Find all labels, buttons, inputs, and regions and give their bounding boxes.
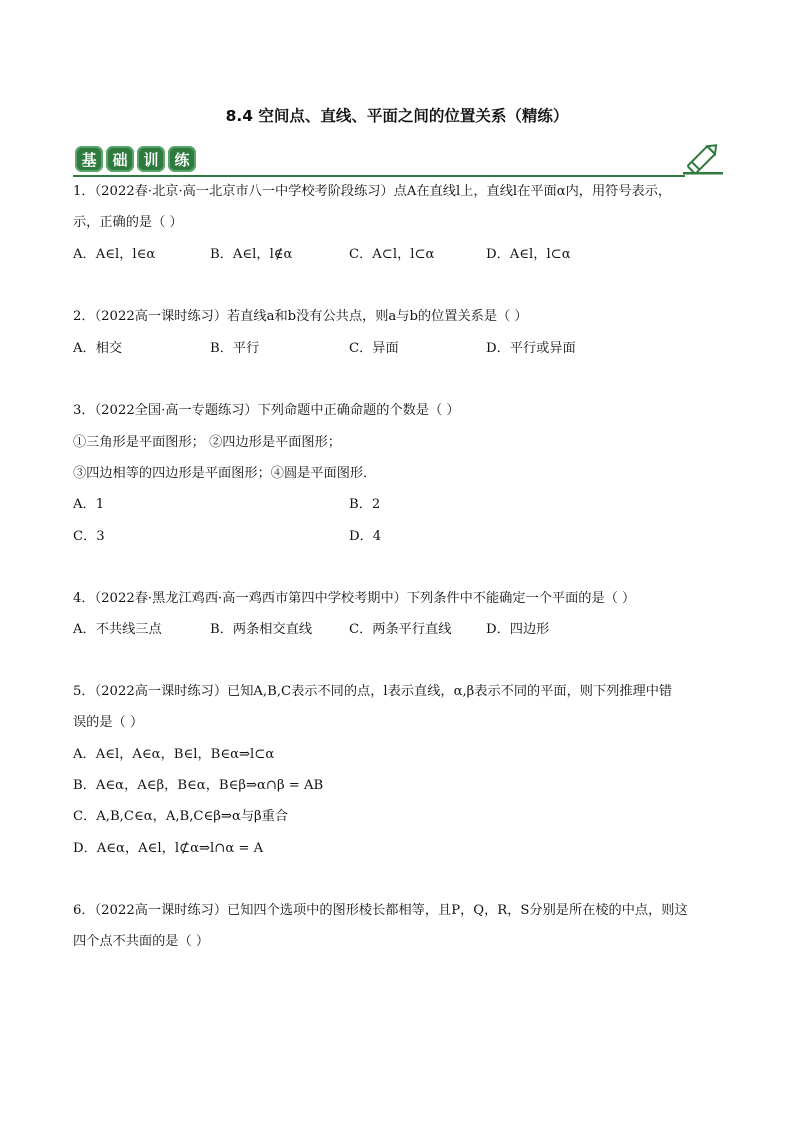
question-text: 四个点不共面的是（ ）: [73, 934, 210, 949]
option-a[interactable]: A．A∈l，l∈α: [73, 247, 156, 262]
option-b[interactable]: B．2: [349, 497, 381, 512]
option-d[interactable]: D．平行或异面: [486, 341, 576, 356]
question-text: ③四边相等的四边形是平面图形；④圆是平面图形．: [73, 466, 377, 481]
banner-line: [73, 175, 685, 178]
question-5-cont: [73, 714, 723, 732]
question-3-statement: [73, 465, 723, 483]
option-c[interactable]: C．A,B,C∈α，A,B,C∈β⇒α与β重合: [73, 809, 289, 824]
option-c[interactable]: C．A⊂l，l⊂α: [349, 247, 435, 262]
question-text: 5．（2022高一课时练习）已知A,B,C表示不同的点，l表示直线，α,β表示不同的平面，则下列推理中错: [73, 684, 673, 699]
question-text: 4．（2022春·黑龙江鸡西·高一鸡西市第四中学校考期中）下列条件中不能确定一个平面的是（ ）: [73, 591, 636, 606]
page-title: 8.4 空间点、直线、平面之间的位置关系（精练）: [225, 107, 569, 125]
question-5: [73, 683, 723, 701]
question-3: [73, 402, 723, 420]
question-text: 3．（2022全国·高一专题练习）下列命题中正确命题的个数是（ ）: [73, 403, 460, 418]
option-a[interactable]: A．不共线三点: [73, 622, 162, 637]
question-text: 示，正确的是（ ）: [73, 215, 183, 230]
question-6: [73, 902, 723, 920]
question-2: [73, 308, 723, 326]
question-4: [73, 590, 723, 608]
option-b[interactable]: B．平行: [210, 341, 260, 356]
question-text: ①三角形是平面图形； ②四边形是平面图形；: [73, 435, 341, 450]
section-badge: 基: [75, 146, 103, 172]
section-badge: 础: [106, 146, 134, 172]
option-d[interactable]: D．四边形: [486, 622, 550, 637]
question-text: 误的是（ ）: [73, 715, 144, 730]
option-b[interactable]: B．两条相交直线: [210, 622, 313, 637]
option-a[interactable]: A．相交: [73, 341, 123, 356]
question-1: [73, 183, 723, 201]
question-6-cont: [73, 933, 723, 951]
option-d[interactable]: D．A∈α，A∈l，l⊄α⇒l∩α = A: [73, 841, 264, 856]
question-text: 6．（2022高一课时练习）已知四个选项中的图形棱长都相等，且P，Q，R，S分别是所在棱的中点，则这: [73, 903, 688, 918]
question-1-cont: [73, 214, 723, 232]
option-c[interactable]: C．两条平行直线: [349, 622, 452, 637]
section-badge: 练: [168, 146, 196, 172]
option-c[interactable]: C．异面: [349, 341, 399, 356]
option-a[interactable]: A．1: [73, 497, 105, 512]
option-a[interactable]: A．A∈l，A∈α，B∈l，B∈α⇒l⊂α: [73, 747, 275, 762]
pencil-icon: [683, 139, 723, 179]
question-text: 1．（2022春·北京·高一北京市八一中学校考阶段练习）点A在直线l上，直线l在平面α内，用符号表示，: [73, 184, 672, 199]
option-b[interactable]: B．A∈l，l∉α: [210, 247, 293, 262]
question-3-statement: [73, 434, 723, 452]
section-banner: [73, 143, 723, 177]
question-text: 2．（2022高一课时练习）若直线a和b没有公共点，则a与b的位置关系是（ ）: [73, 309, 528, 324]
option-b[interactable]: B．A∈α，A∈β，B∈α，B∈β⇒α∩β = AB: [73, 778, 324, 793]
option-d[interactable]: D．4: [349, 529, 382, 544]
section-badge: 训: [137, 146, 165, 172]
option-d[interactable]: D．A∈l，l⊂α: [486, 247, 571, 262]
option-c[interactable]: C．3: [73, 529, 105, 544]
